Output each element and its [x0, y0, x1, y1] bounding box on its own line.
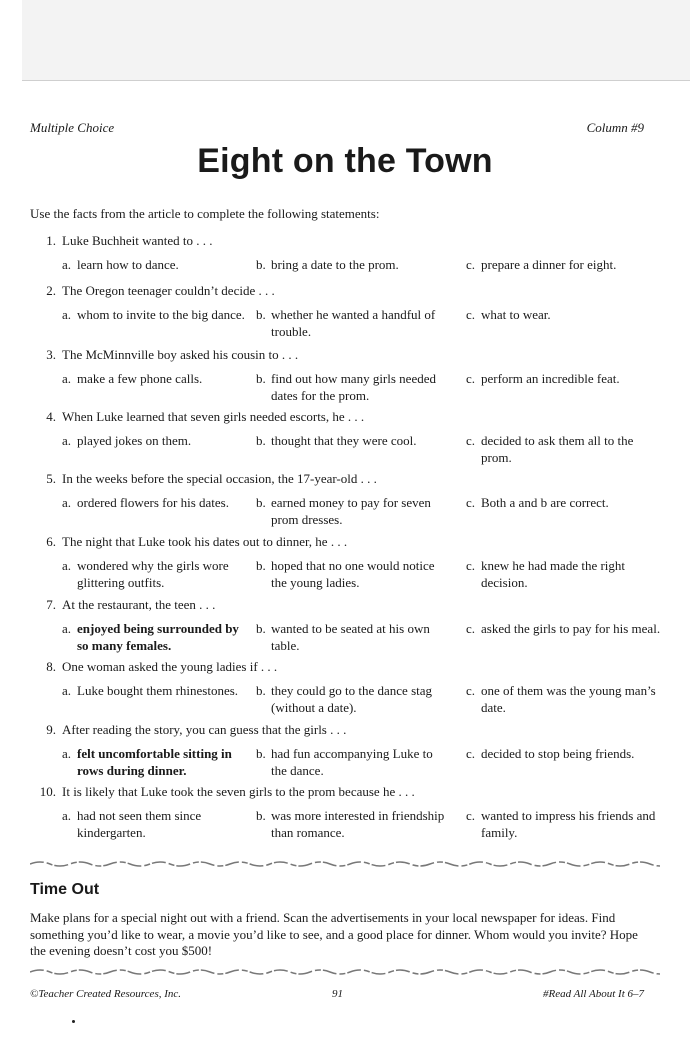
question-stem: [28, 721, 668, 739]
answer-option-a: [62, 682, 252, 699]
question-text: When Luke learned that seven girls needed escorts, he . . .: [62, 409, 365, 424]
question-text: The McMinnville boy asked his cousin to . . .: [62, 347, 299, 362]
answer-options: [28, 745, 668, 785]
answer-option-b: [256, 432, 446, 449]
footer-book-title: #Read All About It 6–7: [542, 988, 644, 1000]
option-letter: b.: [256, 257, 266, 272]
option-letter: a.: [62, 371, 72, 386]
page-number: 91: [332, 988, 343, 1000]
answer-option-a: [62, 557, 252, 591]
question-number: 8.: [46, 659, 56, 674]
option-text: decided to stop being friends.: [481, 746, 635, 761]
question-number: 6.: [46, 534, 56, 549]
option-letter: a.: [62, 558, 72, 573]
question-text: After reading the story, you can guess that the girls . . .: [62, 722, 347, 737]
question-stem: [28, 783, 668, 801]
option-text: played jokes on them.: [77, 433, 192, 448]
question-stem: [28, 658, 668, 676]
question-stem: [28, 596, 668, 614]
answer-option-c: [466, 620, 666, 637]
answer-option-b: [256, 494, 446, 528]
question-number: 10.: [39, 784, 56, 799]
option-letter: b.: [256, 371, 266, 386]
option-letter: a.: [62, 621, 72, 636]
answer-option-c: [466, 745, 666, 762]
answer-option-a: [62, 432, 252, 449]
option-letter: c.: [466, 558, 476, 573]
answer-option-c: [466, 557, 666, 591]
option-text: Luke bought them rhinestones.: [77, 683, 239, 698]
option-letter: a.: [62, 433, 72, 448]
question-text: One woman asked the young ladies if . . .: [62, 659, 278, 674]
answer-option-c: [466, 682, 666, 716]
option-letter: a.: [62, 808, 72, 823]
option-text: learn how to dance.: [77, 257, 179, 272]
answer-option-b: [256, 256, 446, 273]
answer-option-c: [466, 432, 666, 466]
answer-options: [28, 807, 668, 847]
option-text: bring a date to the prom.: [271, 257, 399, 272]
question-stem: [28, 533, 668, 551]
option-text: they could go to the dance stag (without a date).: [271, 683, 433, 715]
question-text: It is likely that Luke took the seven girls to the prom because he . . .: [62, 784, 415, 799]
question-text: At the restaurant, the teen . . .: [62, 597, 216, 612]
option-letter: c.: [466, 257, 476, 272]
question-6: [28, 533, 668, 597]
option-letter: c.: [466, 307, 476, 322]
option-text: make a few phone calls.: [77, 371, 203, 386]
question-8: [28, 658, 668, 722]
question-stem: [28, 346, 668, 364]
option-letter: c.: [466, 808, 476, 823]
question-text: The night that Luke took his dates out to dinner, he . . .: [62, 534, 348, 549]
question-10: [28, 783, 668, 847]
answer-option-a: [62, 494, 252, 511]
footer-publisher: ©Teacher Created Resources, Inc.: [30, 988, 182, 1000]
option-text: had not seen them since kindergarten.: [77, 808, 202, 840]
option-letter: b.: [256, 307, 266, 322]
option-text: what to wear.: [481, 307, 551, 322]
column-label: Column #9: [586, 120, 644, 135]
answer-option-b: [256, 620, 446, 654]
divider-squiggle-top: [30, 858, 660, 870]
option-letter: b.: [256, 433, 266, 448]
option-text: felt uncomfortable sitting in rows during dinner.: [77, 746, 232, 778]
option-text: had fun accompanying Luke to the dance.: [271, 746, 433, 778]
question-5: [28, 470, 668, 534]
answer-option-c: [466, 370, 666, 387]
divider-squiggle-bottom: [30, 966, 660, 978]
answer-option-b: [256, 306, 446, 340]
question-number: 3.: [46, 347, 56, 362]
option-letter: c.: [466, 746, 476, 761]
question-stem: [28, 408, 668, 426]
option-text: wondered why the girls wore glittering outfits.: [77, 558, 229, 590]
option-letter: c.: [466, 621, 476, 636]
answer-option-c: [466, 306, 666, 323]
question-number: 2.: [46, 283, 56, 298]
question-3: [28, 346, 668, 410]
option-letter: b.: [256, 558, 266, 573]
option-letter: a.: [62, 257, 72, 272]
option-letter: c.: [466, 683, 476, 698]
option-letter: b.: [256, 808, 266, 823]
option-text: prepare a dinner for eight.: [481, 257, 617, 272]
answer-option-a: [62, 807, 252, 841]
option-text: earned money to pay for seven prom dresses.: [271, 495, 431, 527]
scan-top-margin: [22, 0, 690, 81]
answer-options: [28, 682, 668, 722]
answer-option-a: [62, 620, 252, 654]
option-text: asked the girls to pay for his meal.: [481, 621, 661, 636]
page-title: Eight on the Town: [197, 142, 493, 180]
question-text: Luke Buchheit wanted to . . .: [62, 233, 213, 248]
option-letter: a.: [62, 307, 72, 322]
answer-option-b: [256, 745, 446, 779]
answer-option-b: [256, 370, 446, 404]
question-text: In the weeks before the special occasion, the 17-year-old . . .: [62, 471, 377, 486]
question-9: [28, 721, 668, 785]
option-text: Both a and b are correct.: [481, 495, 609, 510]
option-letter: a.: [62, 746, 72, 761]
option-letter: b.: [256, 495, 266, 510]
question-stem: [28, 470, 668, 488]
answer-option-c: [466, 256, 666, 273]
section-label: Multiple Choice: [30, 120, 115, 135]
answer-options: [28, 306, 668, 346]
option-text: thought that they were cool.: [271, 433, 417, 448]
answer-option-a: [62, 306, 252, 323]
answer-options: [28, 370, 668, 410]
timeout-text: Make plans for a special night out with a friend. Scan the advertisements in your local newspaper for ideas. Find something you’d like to wear, a movie you’d like to see, and a good place for dinner. Whom would you invite? Hope the evening doesn’t cost you $500!: [30, 910, 638, 958]
question-number: 4.: [46, 409, 56, 424]
question-number: 9.: [46, 722, 56, 737]
question-number: 7.: [46, 597, 56, 612]
option-text: hoped that no one would notice the young ladies.: [271, 558, 435, 590]
option-text: perform an incredible feat.: [481, 371, 620, 386]
answer-option-a: [62, 256, 252, 273]
option-text: decided to ask them all to the prom.: [481, 433, 634, 465]
option-text: wanted to impress his friends and family.: [481, 808, 656, 840]
question-2: [28, 282, 668, 346]
option-text: whether he wanted a handful of trouble.: [271, 307, 436, 339]
question-stem: [28, 232, 668, 250]
option-text: ordered flowers for his dates.: [77, 495, 229, 510]
answer-option-a: [62, 745, 252, 779]
answer-options: [28, 432, 668, 472]
answer-option-b: [256, 682, 446, 716]
instructions: Use the facts from the article to complete the following statements:: [30, 206, 380, 221]
question-4: [28, 408, 668, 472]
option-letter: b.: [256, 621, 266, 636]
answer-option-a: [62, 370, 252, 387]
option-letter: a.: [62, 683, 72, 698]
option-letter: c.: [466, 495, 476, 510]
answer-option-b: [256, 557, 446, 591]
question-text: The Oregon teenager couldn’t decide . . .: [62, 283, 275, 298]
option-text: one of them was the young man’s date.: [481, 683, 656, 715]
answer-options: [28, 494, 668, 534]
option-letter: a.: [62, 495, 72, 510]
answer-option-c: [466, 494, 666, 511]
option-letter: c.: [466, 371, 476, 386]
answer-options: [28, 620, 668, 660]
scan-speck: [72, 1020, 75, 1023]
answer-option-b: [256, 807, 446, 841]
option-text: knew he had made the right decision.: [481, 558, 626, 590]
option-letter: b.: [256, 683, 266, 698]
option-text: was more interested in friendship than romance.: [271, 808, 445, 840]
option-text: whom to invite to the big dance.: [77, 307, 245, 322]
answer-options: [28, 557, 668, 597]
option-text: enjoyed being surrounded by so many females.: [77, 621, 239, 653]
question-number: 1.: [46, 233, 56, 248]
answer-option-c: [466, 807, 666, 841]
question-number: 5.: [46, 471, 56, 486]
option-letter: c.: [466, 433, 476, 448]
option-text: wanted to be seated at his own table.: [271, 621, 430, 653]
option-letter: b.: [256, 746, 266, 761]
question-7: [28, 596, 668, 660]
question-stem: [28, 282, 668, 300]
timeout-heading: Time Out: [30, 881, 100, 898]
option-text: find out how many girls needed dates for the prom.: [271, 371, 436, 403]
